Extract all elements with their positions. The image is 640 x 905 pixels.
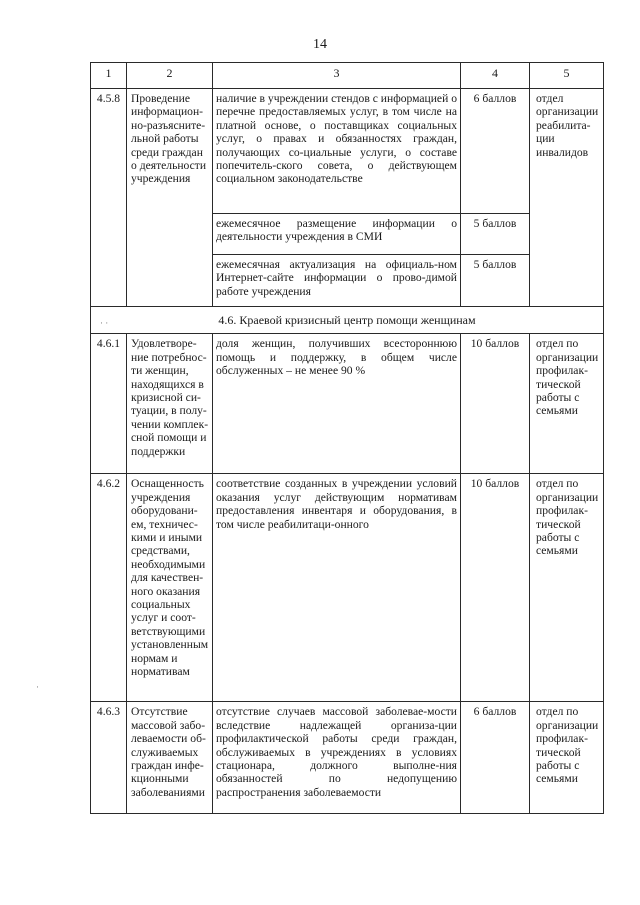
points-cell: 5 баллов bbox=[461, 214, 530, 255]
table-row bbox=[91, 474, 604, 702]
criterion-cell: Проведение информацион-но-разъясните-льной работы среди граждан о деятельности учреждения bbox=[127, 89, 213, 307]
table-row bbox=[91, 334, 604, 474]
indicator-cell: наличие в учреждении стендов с информацией о перечне предоставляемых услуг, в том числе на платной основе, о поставщиках социальных услуг, о правах и обязанностях граждан, получающих со-циальные услуги, о составе попечитель-ского совета, о действующем социальном законодательстве bbox=[213, 89, 461, 214]
row-number: 4.6.1 bbox=[91, 334, 127, 474]
indicator-cell: доля женщин, получивших всестороннюю помощь и поддержку, в общем числе обслуженных – не менее 90 % bbox=[213, 334, 461, 474]
points-cell: 5 баллов bbox=[461, 255, 530, 307]
table-header-row bbox=[91, 63, 604, 89]
section-row bbox=[91, 307, 604, 334]
row-number: 4.6.2 bbox=[91, 474, 127, 702]
responsible-cell: отдел по организации профилак-тической работы с семьями bbox=[530, 702, 604, 814]
responsible-cell: отдел по организации профилак-тической работы с семьями bbox=[530, 474, 604, 702]
responsible-cell: отдел организации реабилита-ции инвалидов bbox=[530, 89, 604, 307]
indicator-cell: отсутствие случаев массовой заболевае-мости вследствие надлежащей организа-ции профилактической работы среди граждан, обслуживаемых в учреждениях в условиях стационара, должного выполне-ния обязанностей по недопущению распространения заболеваемости bbox=[213, 702, 461, 814]
row-number: 4.5.8 bbox=[91, 89, 127, 307]
header-cell: 3 bbox=[213, 63, 461, 89]
scan-speck: · · bbox=[100, 318, 109, 328]
points-cell: 10 баллов bbox=[461, 334, 530, 474]
header-cell: 4 bbox=[461, 63, 530, 89]
points-cell: 6 баллов bbox=[461, 89, 530, 214]
criterion-cell: Оснащенность учреждения оборудовани-ем, техничес-кими и иными средствами, необходимыми для качествен-ного оказания социальных услуг и соот-ветствующими установленным нормам и нормативам bbox=[127, 474, 213, 702]
page-number: 14 bbox=[313, 37, 327, 52]
table-row bbox=[91, 89, 604, 214]
header-cell: 5 bbox=[530, 63, 604, 89]
points-cell: 6 баллов bbox=[461, 702, 530, 814]
indicator-cell: ежемесячная актуализация на официаль-ном Интернет-сайте информации о прово-димой работе учреждения bbox=[213, 255, 461, 307]
row-number: 4.6.3 bbox=[91, 702, 127, 814]
header-cell: 1 bbox=[91, 63, 127, 89]
header-cell: 2 bbox=[127, 63, 213, 89]
criterion-cell: Отсутствие массовой забо-леваемости об-служиваемых граждан инфе-кционными заболеваниями bbox=[127, 702, 213, 814]
indicator-cell: соответствие созданных в учреждении условий оказания услуг действующим нормативам предоставления инвентаря и оборудования, в том числе реабилитаци-онного bbox=[213, 474, 461, 702]
indicator-cell: ежемесячное размещение информации о деятельности учреждения в СМИ bbox=[213, 214, 461, 255]
section-title: 4.6. Краевой кризисный центр помощи женщинам bbox=[91, 307, 604, 334]
responsible-cell: отдел по организации профилак-тической работы с семьями bbox=[530, 334, 604, 474]
points-cell: 10 баллов bbox=[461, 474, 530, 702]
table-row bbox=[91, 702, 604, 814]
criteria-table bbox=[90, 62, 604, 814]
scan-speck: · bbox=[36, 682, 39, 692]
criterion-cell: Удовлетворе-ние потребнос-ти женщин, находящихся в кризисной си-туации, в полу-чении комплек-сной помощи и поддержки bbox=[127, 334, 213, 474]
